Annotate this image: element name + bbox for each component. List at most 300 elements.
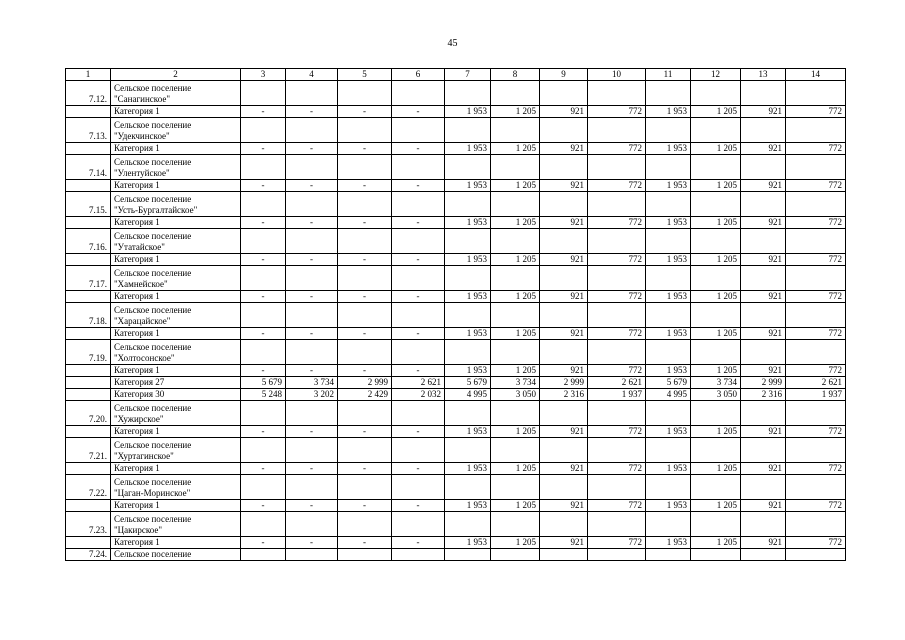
category-row [66,291,846,303]
value-cell: 1 205 [691,180,741,192]
value-cell: 5 248 [241,389,286,401]
value-cell: 1 205 [491,106,540,118]
settlement-name-cell [111,303,241,328]
value-cell: - [286,328,338,340]
empty-cell [646,229,691,254]
value-cell: 1 953 [646,143,691,155]
empty-cell [445,229,491,254]
value-cell: 921 [540,365,588,377]
empty-cell [646,549,691,561]
empty-cell [241,401,286,426]
value-cell: 2 621 [786,377,846,389]
value-cell: 772 [588,217,646,229]
settlement-number: 7.19. [66,340,111,365]
empty-cell [741,229,786,254]
value-cell: 1 953 [445,537,491,549]
settlement-row [66,340,846,365]
settlement-row [66,192,846,217]
settlement-number: 7.15. [66,192,111,217]
empty-cell [588,303,646,328]
settlement-number: 7.17. [66,266,111,291]
empty-cell [646,266,691,291]
settlement-number: 7.22. [66,475,111,500]
empty-cell [786,475,846,500]
empty-cell [491,401,540,426]
empty-cell [445,118,491,143]
value-cell: - [241,328,286,340]
empty-cell [540,340,588,365]
empty-cell [646,155,691,180]
value-cell: 772 [588,426,646,438]
settlement-name-cell [111,512,241,537]
value-cell: 1 205 [491,500,540,512]
value-cell: 1 205 [491,328,540,340]
empty-cell [445,512,491,537]
tariff-table [65,68,846,561]
value-cell: 1 953 [445,180,491,192]
empty-cell [286,303,338,328]
value-cell: 2 316 [540,389,588,401]
value-cell: - [241,106,286,118]
value-cell: 772 [786,365,846,377]
value-cell: 1 953 [646,537,691,549]
empty-cell [338,303,392,328]
empty-cell [241,266,286,291]
empty-cell [540,266,588,291]
empty-cell [786,266,846,291]
value-cell: 921 [540,537,588,549]
empty-cell [588,549,646,561]
value-cell: - [286,365,338,377]
value-cell: 2 999 [741,377,786,389]
empty-cell [491,192,540,217]
value-cell: 1 205 [691,463,741,475]
column-number-cell: 7 [445,69,491,81]
empty-cell [741,81,786,106]
empty-cell [445,303,491,328]
empty-cell [66,143,111,155]
value-cell: - [338,106,392,118]
value-cell: - [241,180,286,192]
value-cell: 921 [540,106,588,118]
settlement-name: "Холтосонское" [114,353,175,363]
empty-cell [691,118,741,143]
empty-cell [338,549,392,561]
category-label: Категория 1 [111,500,241,512]
value-cell: 921 [741,365,786,377]
value-cell: - [286,426,338,438]
empty-cell [392,475,445,500]
empty-cell [286,438,338,463]
category-label: Категория 1 [111,463,241,475]
empty-cell [588,438,646,463]
empty-cell [588,512,646,537]
settlement-type-label: Сельское поселение [114,157,192,167]
settlement-number: 7.14. [66,155,111,180]
empty-cell [588,475,646,500]
value-cell: 2 316 [741,389,786,401]
empty-cell [691,266,741,291]
empty-cell [338,118,392,143]
empty-cell [786,81,846,106]
empty-cell [338,229,392,254]
value-cell: 1 205 [491,365,540,377]
empty-cell [741,549,786,561]
column-number-cell: 12 [691,69,741,81]
value-cell: 1 205 [691,426,741,438]
settlement-row [66,81,846,106]
empty-cell [392,438,445,463]
value-cell: 1 205 [491,291,540,303]
value-cell: 1 953 [646,291,691,303]
empty-cell [540,81,588,106]
value-cell: - [338,500,392,512]
empty-cell [445,549,491,561]
settlement-row [66,549,846,561]
empty-cell [286,155,338,180]
empty-cell [540,549,588,561]
settlement-number: 7.18. [66,303,111,328]
settlement-name: "Усть-Бургалтайское" [114,205,198,215]
settlement-number: 7.13. [66,118,111,143]
value-cell: 772 [588,537,646,549]
value-cell: - [338,537,392,549]
settlement-row [66,512,846,537]
empty-cell [491,512,540,537]
settlement-type-label: Сельское поселение [114,514,192,524]
empty-cell [588,118,646,143]
empty-cell [286,512,338,537]
empty-cell [786,118,846,143]
value-cell: - [392,217,445,229]
category-label: Категория 1 [111,328,241,340]
value-cell: 921 [741,143,786,155]
empty-cell [588,192,646,217]
empty-cell [491,340,540,365]
settlement-name-cell [111,229,241,254]
empty-cell [691,303,741,328]
empty-cell [786,438,846,463]
table-body [66,69,846,561]
empty-cell [691,340,741,365]
empty-cell [786,155,846,180]
settlement-number: 7.20. [66,401,111,426]
value-cell: 1 953 [445,426,491,438]
settlement-row [66,303,846,328]
empty-cell [588,401,646,426]
empty-cell [241,438,286,463]
value-cell: 921 [741,426,786,438]
empty-cell [445,401,491,426]
category-row [66,537,846,549]
empty-cell [338,266,392,291]
value-cell: - [286,463,338,475]
value-cell: - [392,537,445,549]
value-cell: 1 953 [445,463,491,475]
value-cell: 921 [741,180,786,192]
empty-cell [741,401,786,426]
category-label: Категория 1 [111,426,241,438]
empty-cell [241,118,286,143]
empty-cell [392,512,445,537]
empty-cell [491,229,540,254]
empty-cell [491,303,540,328]
settlement-name: "Улентуйское" [114,168,170,178]
empty-cell [445,340,491,365]
empty-cell [66,463,111,475]
value-cell: - [286,180,338,192]
value-cell: - [286,500,338,512]
column-number-cell: 2 [111,69,241,81]
value-cell: 1 953 [445,106,491,118]
settlement-type-label: Сельское поселение [114,120,192,130]
value-cell: 2 429 [338,389,392,401]
column-number-cell: 3 [241,69,286,81]
value-cell: 921 [741,500,786,512]
empty-cell [241,155,286,180]
category-row [66,377,846,389]
settlement-name: "Хужирское" [114,414,164,424]
column-number-cell: 9 [540,69,588,81]
value-cell: 921 [540,500,588,512]
value-cell: 3 734 [491,377,540,389]
category-label: Категория 1 [111,254,241,266]
value-cell: 3 202 [286,389,338,401]
empty-cell [338,401,392,426]
category-row [66,426,846,438]
empty-cell [741,512,786,537]
column-number-cell: 5 [338,69,392,81]
column-number-cell: 6 [392,69,445,81]
value-cell: - [392,328,445,340]
empty-cell [588,340,646,365]
empty-cell [540,229,588,254]
empty-cell [741,475,786,500]
value-cell: 772 [786,500,846,512]
value-cell: 1 953 [646,217,691,229]
category-row [66,463,846,475]
empty-cell [540,303,588,328]
category-label: Категория 27 [111,377,241,389]
empty-cell [540,512,588,537]
empty-cell [445,155,491,180]
empty-cell [691,475,741,500]
empty-cell [540,192,588,217]
category-label: Категория 1 [111,106,241,118]
value-cell: 921 [741,463,786,475]
empty-cell [392,229,445,254]
empty-cell [741,155,786,180]
value-cell: 1 953 [646,426,691,438]
category-row [66,328,846,340]
empty-cell [392,155,445,180]
value-cell: 1 953 [646,254,691,266]
value-cell: 772 [588,106,646,118]
settlement-name: "Хуртагинское" [114,451,174,461]
empty-cell [741,192,786,217]
empty-cell [445,475,491,500]
empty-cell [646,81,691,106]
value-cell: 3 734 [286,377,338,389]
value-cell: 921 [540,463,588,475]
settlement-name-cell [111,155,241,180]
empty-cell [445,266,491,291]
value-cell: - [286,143,338,155]
empty-cell [491,438,540,463]
settlement-number: 7.21. [66,438,111,463]
empty-cell [691,401,741,426]
settlement-name: "Утатайское" [114,242,165,252]
category-row [66,217,846,229]
value-cell: - [286,106,338,118]
value-cell: 1 205 [491,180,540,192]
settlement-name-cell [111,81,241,106]
value-cell: 921 [741,328,786,340]
value-cell: 1 205 [491,537,540,549]
value-cell: 772 [786,180,846,192]
settlement-number: 7.16. [66,229,111,254]
value-cell: 921 [540,426,588,438]
value-cell: 921 [540,328,588,340]
value-cell: 1 205 [691,365,741,377]
value-cell: 2 621 [588,377,646,389]
value-cell: - [338,217,392,229]
empty-cell [691,155,741,180]
category-label: Категория 1 [111,537,241,549]
empty-cell [286,401,338,426]
empty-cell [786,340,846,365]
value-cell: 1 205 [691,254,741,266]
empty-cell [741,438,786,463]
value-cell: 1 953 [646,106,691,118]
empty-cell [691,549,741,561]
settlement-name: "Удекчинское" [114,131,170,141]
column-number-cell: 10 [588,69,646,81]
empty-cell [241,340,286,365]
value-cell: 4 995 [646,389,691,401]
empty-cell [392,81,445,106]
empty-cell [786,229,846,254]
category-row [66,389,846,401]
value-cell: 1 953 [445,291,491,303]
empty-cell [540,155,588,180]
empty-cell [786,549,846,561]
value-cell: 1 205 [491,254,540,266]
value-cell: 1 953 [646,180,691,192]
value-cell: 772 [786,217,846,229]
value-cell: - [286,291,338,303]
empty-cell [286,549,338,561]
empty-cell [540,475,588,500]
value-cell: 2 621 [392,377,445,389]
value-cell: 772 [786,106,846,118]
category-label: Категория 1 [111,365,241,377]
page-number: 45 [447,38,458,49]
settlement-name-cell [111,401,241,426]
value-cell: 921 [540,180,588,192]
value-cell: - [241,500,286,512]
value-cell: 921 [540,291,588,303]
column-number-cell: 13 [741,69,786,81]
empty-cell [241,475,286,500]
value-cell: 1 953 [445,328,491,340]
empty-cell [786,401,846,426]
value-cell: 5 679 [646,377,691,389]
empty-cell [691,192,741,217]
value-cell: - [286,537,338,549]
value-cell: 921 [741,217,786,229]
value-cell: 772 [588,143,646,155]
settlement-name-cell [111,192,241,217]
empty-cell [241,229,286,254]
empty-cell [741,266,786,291]
empty-cell [392,192,445,217]
category-row [66,106,846,118]
settlement-name-cell [111,340,241,365]
empty-cell [445,438,491,463]
category-row [66,365,846,377]
value-cell: 1 937 [786,389,846,401]
empty-cell [646,340,691,365]
value-cell: 1 953 [445,365,491,377]
value-cell: 772 [588,365,646,377]
value-cell: 772 [786,328,846,340]
empty-cell [392,340,445,365]
empty-cell [588,81,646,106]
value-cell: 3 734 [691,377,741,389]
empty-cell [691,438,741,463]
value-cell: - [392,106,445,118]
value-cell: 1 205 [491,217,540,229]
empty-cell [646,118,691,143]
value-cell: - [392,143,445,155]
settlement-type-label: Сельское поселение [114,403,192,413]
empty-cell [66,426,111,438]
settlement-name: "Цаган-Моринское" [114,488,191,498]
empty-cell [66,254,111,266]
empty-cell [491,475,540,500]
value-cell: 772 [786,426,846,438]
value-cell: - [392,500,445,512]
value-cell: 1 205 [691,217,741,229]
value-cell: 1 205 [691,291,741,303]
value-cell: 772 [588,500,646,512]
value-cell: 1 953 [646,500,691,512]
value-cell: 1 205 [691,143,741,155]
empty-cell [66,180,111,192]
value-cell: 772 [588,291,646,303]
column-number-cell: 4 [286,69,338,81]
value-cell: - [241,463,286,475]
empty-cell [286,81,338,106]
settlement-name-cell [111,549,241,561]
empty-cell [66,328,111,340]
empty-cell [338,155,392,180]
empty-cell [691,512,741,537]
value-cell: 1 205 [691,106,741,118]
settlement-name-cell [111,438,241,463]
empty-cell [286,475,338,500]
empty-cell [445,192,491,217]
empty-cell [491,155,540,180]
value-cell: 772 [786,291,846,303]
empty-cell [741,303,786,328]
value-cell: - [338,426,392,438]
empty-cell [286,340,338,365]
empty-cell [646,401,691,426]
value-cell: - [241,426,286,438]
empty-cell [786,192,846,217]
